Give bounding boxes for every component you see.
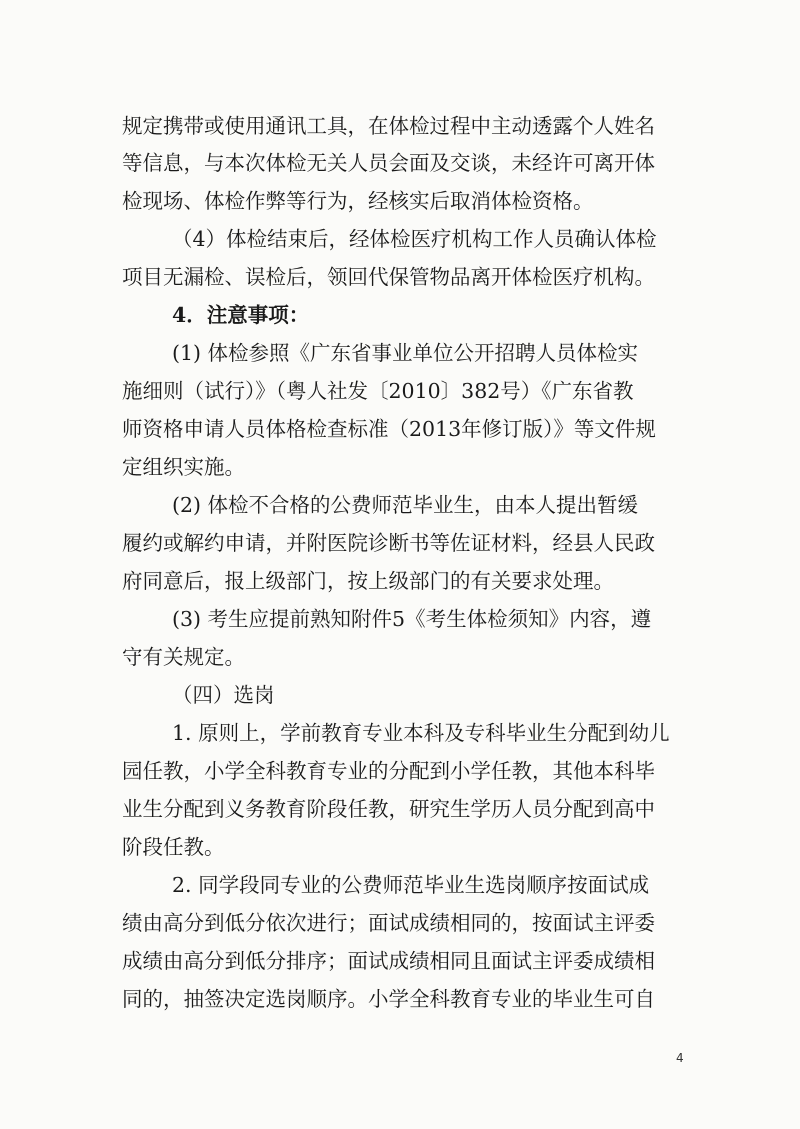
section-heading: 4．注意事项： xyxy=(172,303,310,327)
paragraph-line: (1) 体检参照《广东省事业单位公开招聘人员体检实 xyxy=(172,341,639,365)
paragraph-line: 等信息，与本次体检无关人员会面及交谈，未经许可离开体 xyxy=(122,151,655,175)
paragraph-line: 检现场、体检作弊等行为，经核实后取消体检资格。 xyxy=(122,189,594,213)
paragraph-line: 阶段任教。 xyxy=(122,835,225,859)
paragraph-line: 绩由高分到低分依次进行；面试成绩相同的，按面试主评委 xyxy=(122,911,655,935)
paragraph-line: 师资格申请人员体格检查标准（2013年修订版）》等文件规 xyxy=(122,417,656,441)
paragraph-line: (3) 考生应提前熟知附件5《考生体检须知》内容，遵 xyxy=(172,607,652,631)
paragraph-line: 定组织实施。 xyxy=(122,455,245,479)
paragraph-line: 业生分配到义务教育阶段任教，研究生学历人员分配到高中 xyxy=(122,797,655,821)
page-number: 4 xyxy=(676,1051,684,1065)
paragraph-line: 履约或解约申请，并附医院诊断书等佐证材料，经县人民政 xyxy=(122,531,655,555)
section-heading: （四）选岗 xyxy=(172,683,275,707)
paragraph-line: 成绩由高分到低分排序；面试成绩相同且面试主评委成绩相 xyxy=(122,949,655,973)
paragraph-line: 2. 同学段同专业的公费师范毕业生选岗顺序按面试成 xyxy=(172,873,650,897)
paragraph-line: (2) 体检不合格的公费师范毕业生，由本人提出暂缓 xyxy=(172,493,639,517)
paragraph-line: 项目无漏检、误检后，领回代保管物品离开体检医疗机构。 xyxy=(122,265,655,289)
paragraph-line: 1. 原则上，学前教育专业本科及专科毕业生分配到幼儿 xyxy=(172,721,670,745)
paragraph-line: 施细则（试行）》（粤人社发〔2010〕382号）《广东省教 xyxy=(122,379,634,403)
paragraph-line: 守有关规定。 xyxy=(122,645,245,669)
paragraph-line: （4）体检结束后，经体检医疗机构工作人员确认体检 xyxy=(172,227,657,251)
paragraph-line: 府同意后，报上级部门，按上级部门的有关要求处理。 xyxy=(122,569,614,593)
paragraph-line: 园任教，小学全科教育专业的分配到小学任教，其他本科毕 xyxy=(122,759,655,783)
paragraph-line: 同的，抽签决定选岗顺序。小学全科教育专业的毕业生可自 xyxy=(122,987,655,1011)
paragraph-line: 规定携带或使用通讯工具，在体检过程中主动透露个人姓名 xyxy=(122,114,655,138)
